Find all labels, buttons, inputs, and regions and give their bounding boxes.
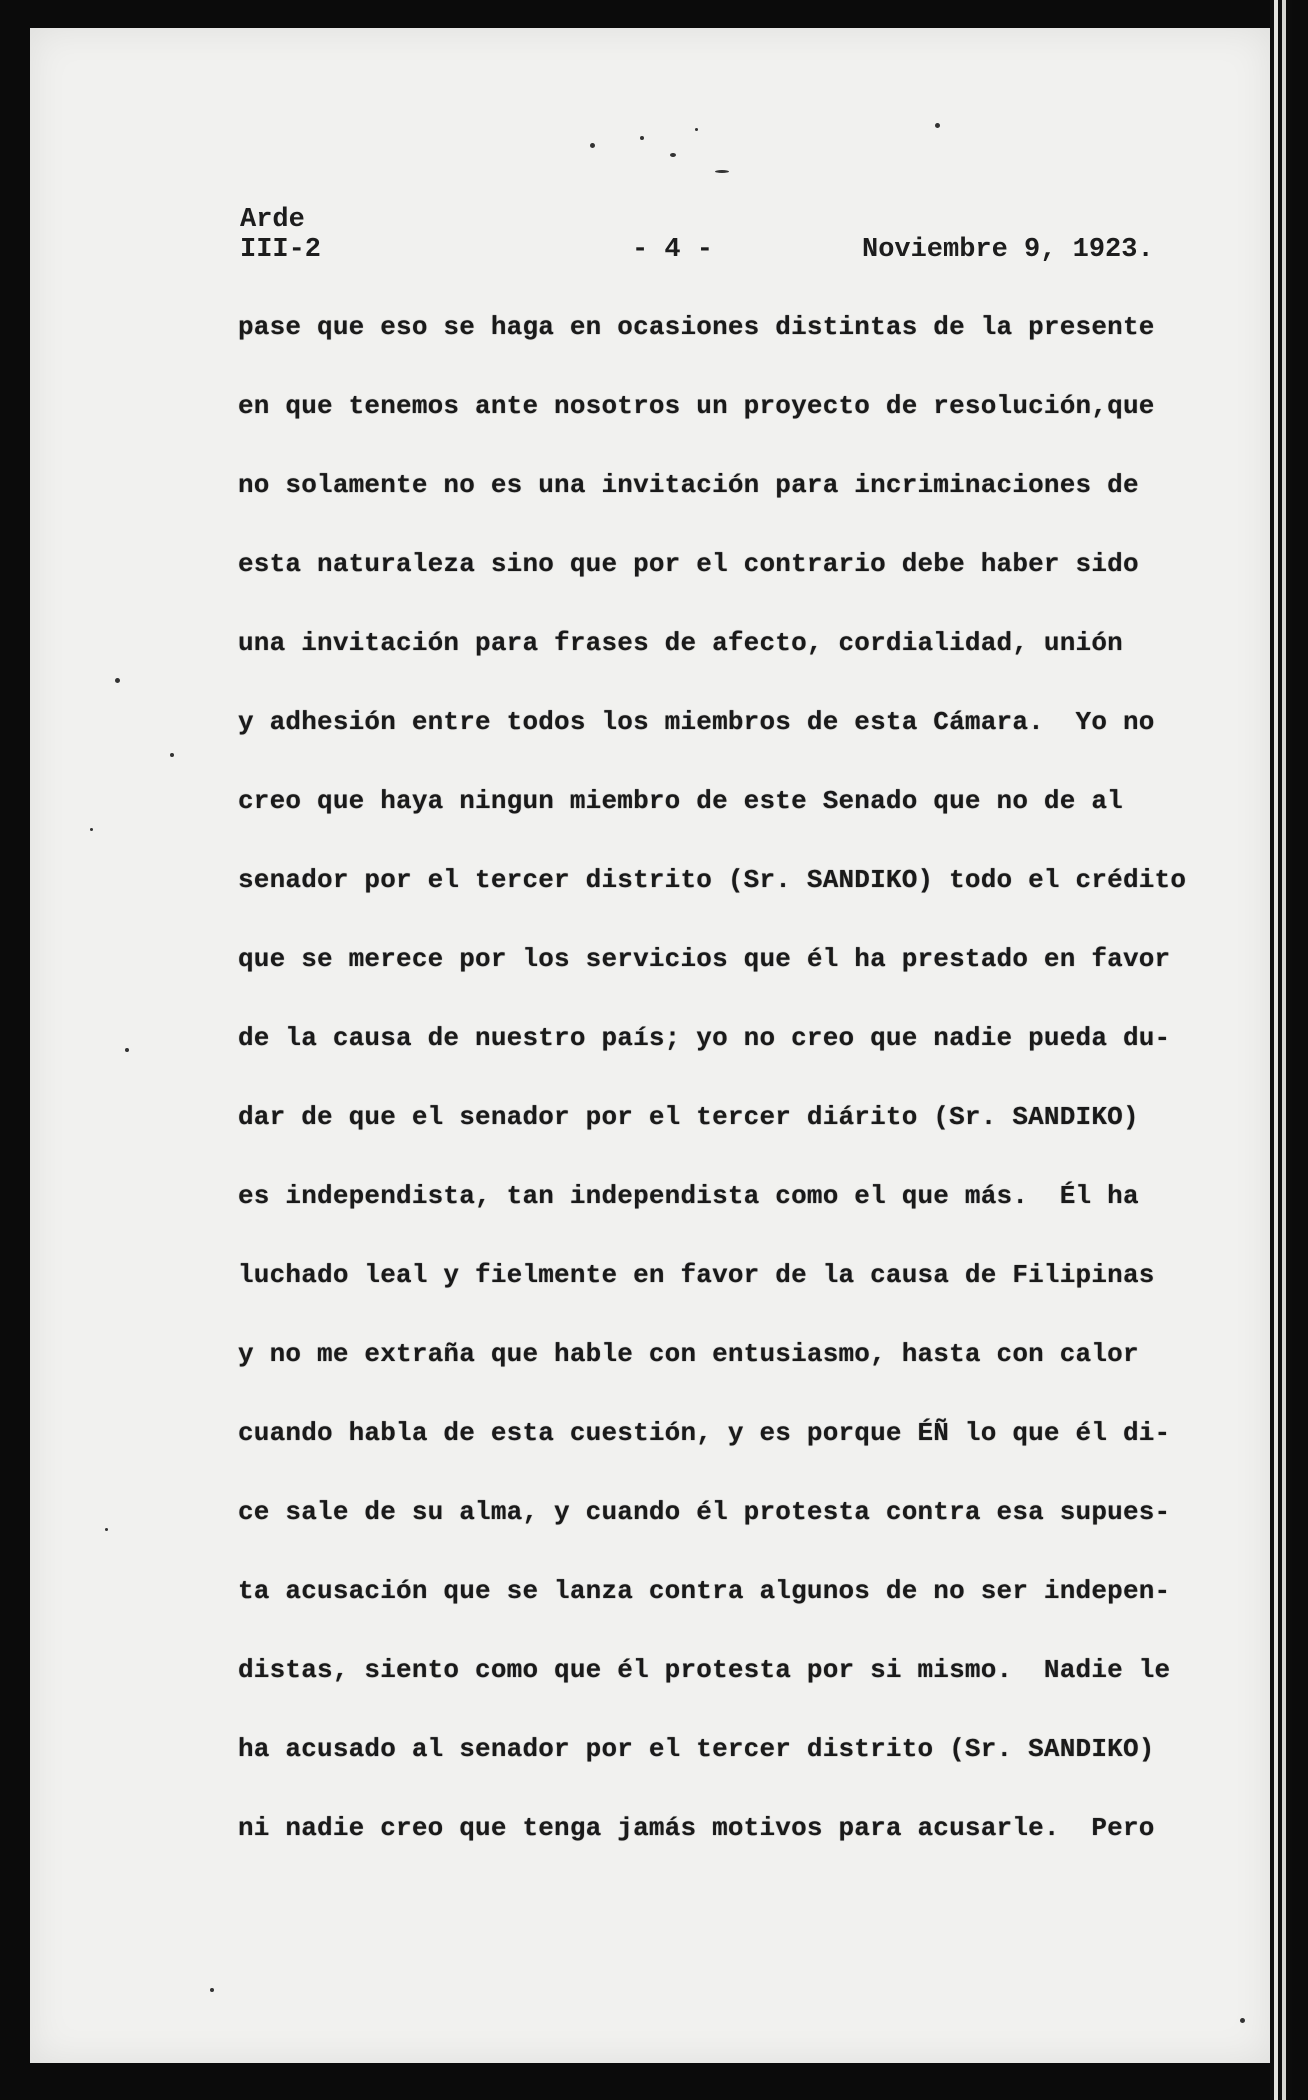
text-line: distas, siento como que él protesta por si mismo. Nadie le	[238, 1655, 1171, 1685]
ink-speck	[590, 143, 595, 148]
text-line: de la causa de nuestro país; yo no creo que nadie pueda du-	[238, 1023, 1171, 1053]
text-line: ni nadie creo que tenga jamás motivos para acusarle. Pero	[238, 1813, 1155, 1843]
ink-speck	[125, 1048, 129, 1052]
text-line: creo que haya ningun miembro de este Senado que no de al	[238, 786, 1123, 816]
header-author: Arde	[240, 205, 305, 235]
text-line: ta acusación que se lanza contra algunos de no ser indepen-	[238, 1576, 1171, 1606]
header-author-ref	[240, 205, 321, 265]
ink-speck	[715, 170, 729, 173]
text-line: una invitación para frases de afecto, cordialidad, unión	[238, 628, 1123, 658]
header-date: Noviembre 9, 1923.	[862, 235, 1154, 265]
text-line: ce sale de su alma, y cuando él protesta contra esa supues-	[238, 1497, 1171, 1527]
text-line: y no me extraña que hable con entusiasmo, hasta con calor	[238, 1339, 1139, 1369]
text-line: luchado leal y fielmente en favor de la causa de Filipinas	[238, 1260, 1155, 1290]
ink-speck	[115, 678, 120, 683]
ink-speck	[1240, 2018, 1245, 2023]
document-body	[238, 305, 1187, 1885]
header-reference: III-2	[240, 235, 322, 265]
ink-speck	[105, 1528, 108, 1531]
text-line: senador por el tercer distrito (Sr. SANDIKO) todo el crédito	[238, 865, 1187, 895]
text-line: dar de que el senador por el tercer diárito (Sr. SANDIKO)	[238, 1102, 1139, 1132]
text-line: que se merece por los servicios que él ha prestado en favor	[238, 944, 1171, 974]
ink-speck	[670, 153, 676, 157]
page-number: - 4 -	[632, 235, 714, 265]
ink-speck	[210, 1988, 214, 1992]
ink-speck	[90, 828, 93, 831]
text-line: esta naturaleza sino que por el contrario debe haber sido	[238, 549, 1139, 579]
text-line: y adhesión entre todos los miembros de esta Cámara. Yo no	[238, 707, 1155, 737]
text-line: en que tenemos ante nosotros un proyecto de resolución,que	[238, 391, 1155, 421]
ink-speck	[695, 128, 698, 131]
text-line: ha acusado al senador por el tercer distrito (Sr. SANDIKO)	[238, 1734, 1155, 1764]
ink-speck	[640, 136, 644, 140]
page-stack-edge	[1270, 0, 1292, 2100]
text-line: pase que eso se haga en ocasiones distintas de la presente	[238, 312, 1155, 342]
ink-speck	[935, 123, 940, 128]
text-line: es independista, tan independista como el que más. Él ha	[238, 1181, 1139, 1211]
text-line: cuando habla de esta cuestión, y es porque ÉÑ lo que él di-	[238, 1418, 1171, 1448]
ink-speck	[170, 753, 174, 757]
text-line: no solamente no es una invitación para incriminaciones de	[238, 470, 1139, 500]
